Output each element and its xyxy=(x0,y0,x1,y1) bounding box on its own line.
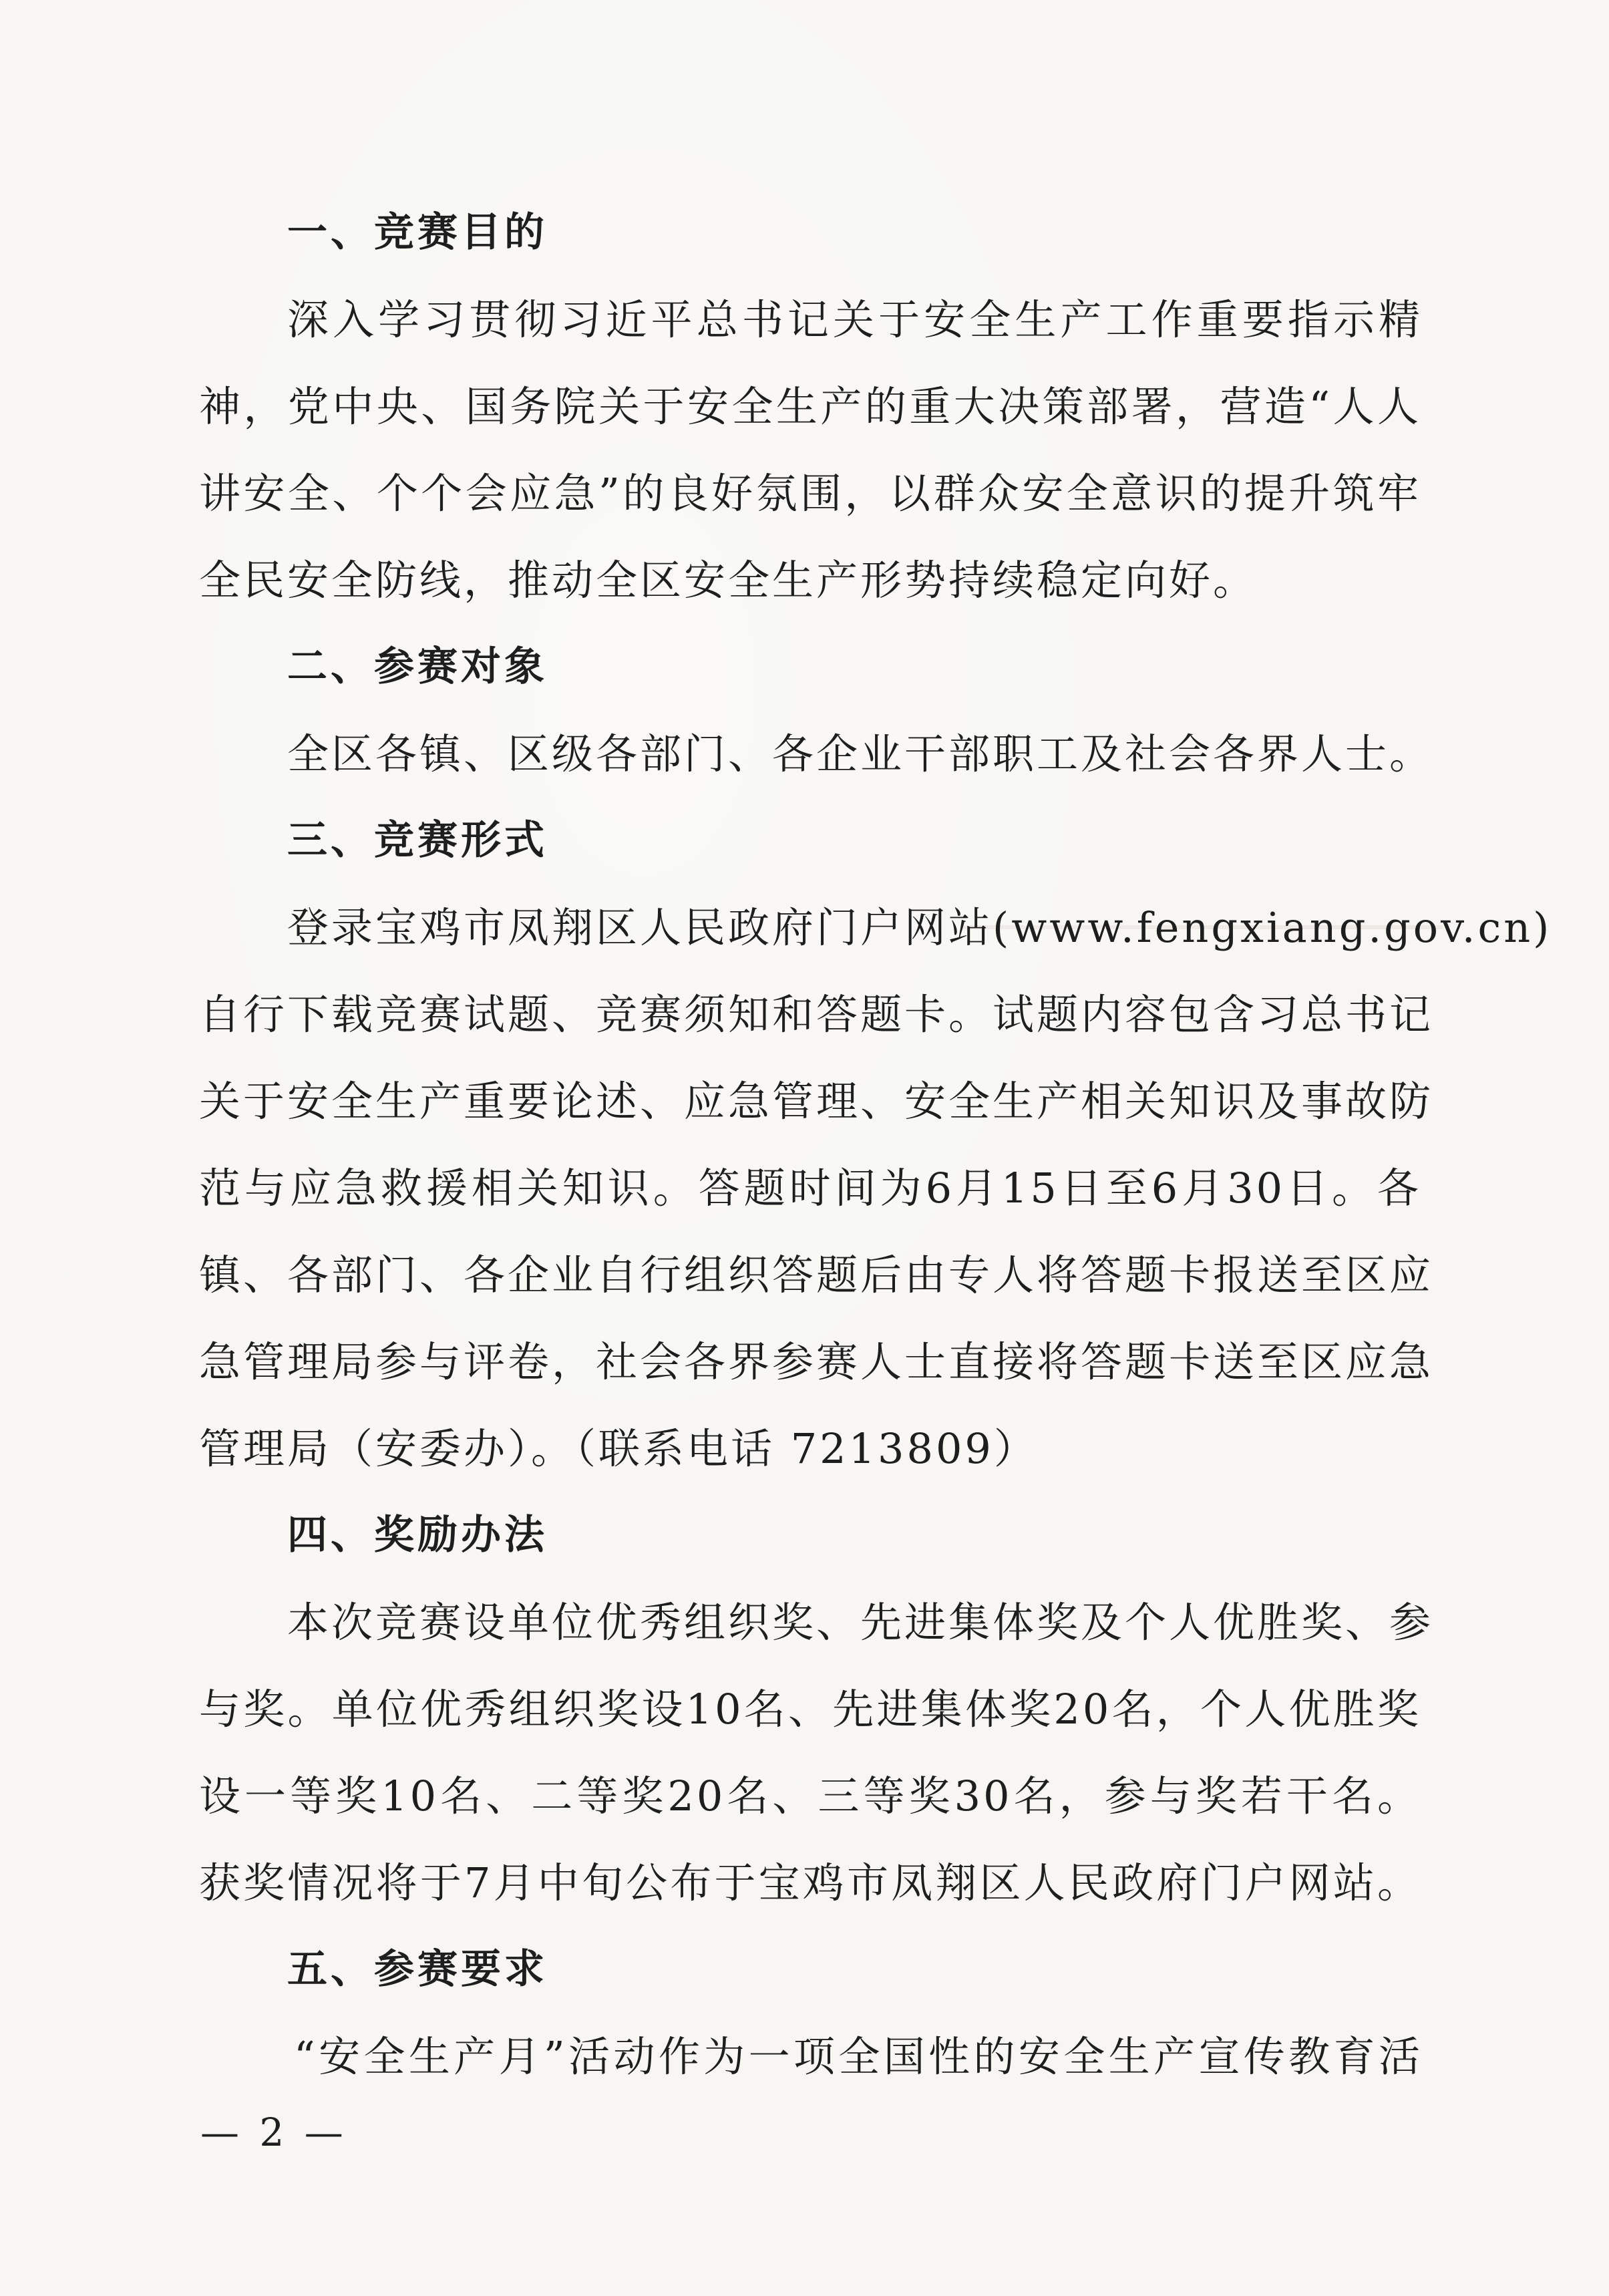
section-4-heading: 四、奖励办法 xyxy=(287,1512,548,1559)
section-5-line-1: “安全生产月”活动作为一项全国性的安全生产宣传教育活 xyxy=(294,2032,1423,2081)
section-4-line-2: 与奖。单位优秀组织奖设10名、先进集体奖20名，个人优胜奖 xyxy=(199,1685,1421,1734)
section-3-line-2: 自行下载竞赛试题、竞赛须知和答题卡。试题内容包含习总书记 xyxy=(199,990,1434,1039)
section-3-line-7: 管理局（安委办）。（联系电话 7213809） xyxy=(199,1424,1038,1473)
section-2-line-1: 全区各镇、区级各部门、各企业干部职工及社会各界人士。 xyxy=(287,729,1434,778)
section-1-line-3: 讲安全、个个会应急”的良好氛围，以群众安全意识的提升筑牢 xyxy=(199,469,1421,518)
section-2-heading: 二、参赛对象 xyxy=(287,643,548,690)
section-4-line-4: 获奖情况将于7月中旬公布于宝鸡市凤翔区人民政府门户网站。 xyxy=(199,1858,1421,1907)
section-3-line-6: 急管理局参与评卷，社会各界参赛人士直接将答题卡送至区应急 xyxy=(199,1337,1434,1386)
section-3-line-1: 登录宝鸡市凤翔区人民政府门户网站(www.fengxiang.gov.cn) xyxy=(287,903,1552,952)
section-1-line-1: 深入学习贯彻习近平总书记关于安全生产工作重要指示精 xyxy=(287,295,1423,344)
section-3-line-3: 关于安全生产重要论述、应急管理、安全生产相关知识及事故防 xyxy=(199,1077,1434,1126)
page-number: — 2 — xyxy=(200,2110,347,2155)
section-1-line-2: 神，党中央、国务院关于安全生产的重大决策部署，营造“人人 xyxy=(199,382,1421,431)
section-1-heading: 一、竞赛目的 xyxy=(287,209,548,256)
section-3-line-4: 范与应急救援相关知识。答题时间为6月15日至6月30日。各 xyxy=(199,1164,1421,1212)
section-4-line-1: 本次竞赛设单位优秀组织奖、先进集体奖及个人优胜奖、参 xyxy=(287,1598,1434,1647)
section-4-line-3: 设一等奖10名、二等奖20名、三等奖30名，参与奖若干名。 xyxy=(199,1772,1421,1820)
section-1-line-4: 全民安全防线，推动全区安全生产形势持续稳定向好。 xyxy=(199,556,1258,605)
section-5-heading: 五、参赛要求 xyxy=(287,1946,548,1993)
section-3-line-5: 镇、各部门、各企业自行组织答题后由专人将答题卡报送至区应 xyxy=(199,1251,1434,1299)
section-3-heading: 三、竞赛形式 xyxy=(287,817,548,864)
